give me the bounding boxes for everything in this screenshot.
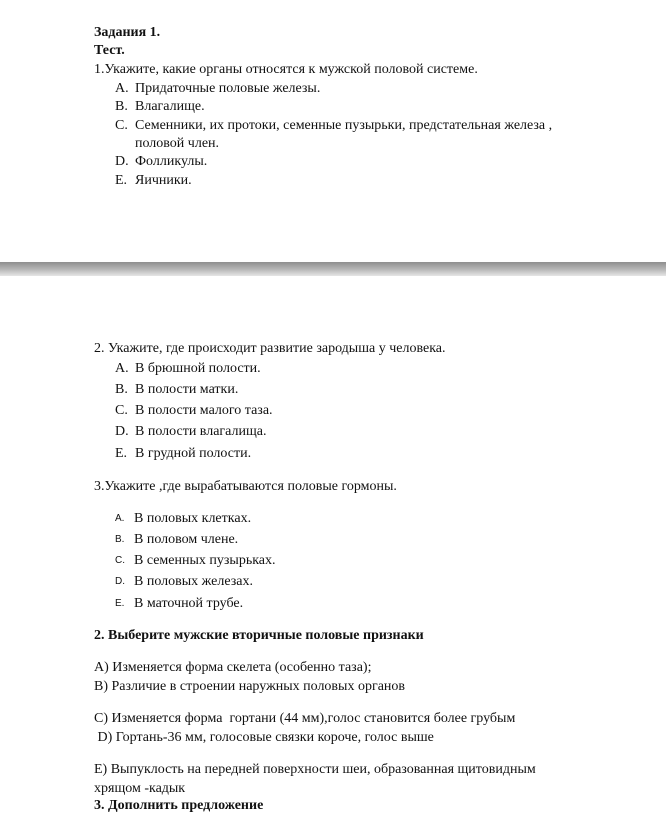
q3-option-letter: E. bbox=[115, 598, 125, 609]
q2-option-letter: C. bbox=[115, 403, 128, 418]
q3-option-letter: D. bbox=[115, 576, 125, 587]
q3-option-text: В половых железах. bbox=[134, 574, 253, 589]
q1-option-text: Влагалище. bbox=[135, 99, 205, 114]
section-2-title: 2. Выберите мужские вторичные половые признаки bbox=[94, 628, 424, 643]
q3-option-letter: A. bbox=[115, 513, 125, 524]
q2-option-letter: D. bbox=[115, 424, 129, 439]
section-2-item: В) Различие в строении наружных половых органов bbox=[94, 679, 406, 694]
q1-option-letter: A. bbox=[115, 81, 129, 96]
section-2-item: С) Изменяется форма гортани (44 мм),голос становится более грубым bbox=[94, 711, 516, 726]
test-subheading: Тест. bbox=[94, 43, 125, 58]
q3-option-letter: C. bbox=[115, 555, 125, 566]
q2-option-text: В полости малого таза. bbox=[135, 403, 273, 418]
q1-option-text: Яичники. bbox=[135, 173, 192, 188]
q3-option-letter: B. bbox=[115, 534, 125, 545]
q1-option-text-continuation: половой член. bbox=[135, 136, 220, 151]
q3-option-text: В половых клетках. bbox=[134, 511, 252, 526]
section-2-item: А) Изменяется форма скелета (особенно таза); bbox=[94, 660, 372, 675]
q2-option-letter: B. bbox=[115, 382, 128, 397]
q1-option-text: Придаточные половые железы. bbox=[135, 81, 321, 96]
q2-option-letter: E. bbox=[115, 446, 128, 461]
document-page-2 bbox=[0, 276, 666, 817]
section-2-item: D) Гортань-36 мм, голосовые связки короче, голос выше bbox=[94, 730, 434, 745]
q3-option-text: В семенных пузырьках. bbox=[134, 553, 276, 568]
q1-option-letter: D. bbox=[115, 154, 129, 169]
q1-option-letter: C. bbox=[115, 118, 128, 133]
q2-option-letter: A. bbox=[115, 361, 129, 376]
q1-option-letter: B. bbox=[115, 99, 128, 114]
q1-option-text: Фолликулы. bbox=[135, 154, 208, 169]
q1-option-text: Семенники, их протоки, семенные пузырьки, предстательная железа , bbox=[135, 118, 553, 133]
section-2-item-continuation: хрящом -кадык bbox=[94, 781, 186, 796]
question-3-text: 3.Укажите ,где вырабатываются половые гормоны. bbox=[94, 479, 397, 494]
task-heading: Задания 1. bbox=[94, 25, 161, 40]
q2-option-text: В полости матки. bbox=[135, 382, 239, 397]
question-2-text: 2. Укажите, где происходит развитие зародыша у человека. bbox=[94, 341, 446, 356]
section-2-item: Е) Выпуклость на передней поверхности шеи, образованная щитовидным bbox=[94, 762, 536, 777]
q3-option-text: В половом члене. bbox=[134, 532, 239, 547]
q2-option-text: В грудной полости. bbox=[135, 446, 252, 461]
q2-option-text: В полости влагалища. bbox=[135, 424, 267, 439]
document-page-1 bbox=[0, 0, 666, 262]
question-1-text: 1.Укажите, какие органы относятся к мужской половой системе. bbox=[94, 62, 478, 77]
page-break-separator bbox=[0, 262, 666, 276]
section-3-title: 3. Дополнить предложение bbox=[94, 798, 264, 813]
q1-option-letter: E. bbox=[115, 173, 128, 188]
q2-option-text: В брюшной полости. bbox=[135, 361, 261, 376]
q3-option-text: В маточной трубе. bbox=[134, 596, 244, 611]
